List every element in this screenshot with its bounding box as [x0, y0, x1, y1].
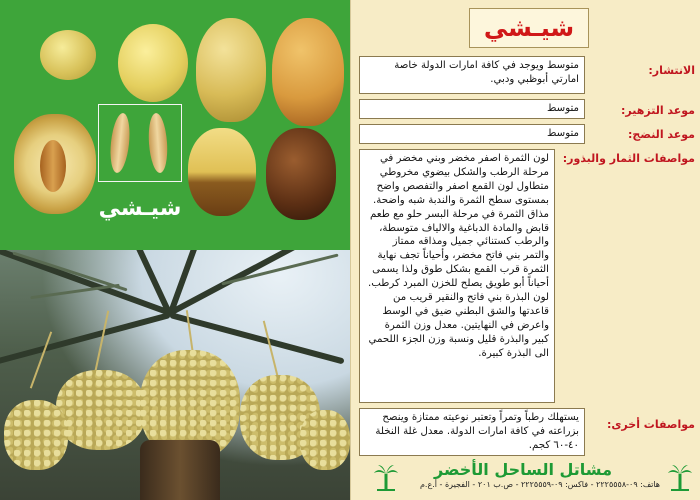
date-fruit-side — [196, 18, 266, 122]
company-name: مشاتل الساحل الأخضر — [434, 460, 612, 479]
date-fruit-ripening — [188, 128, 256, 216]
date-seed-in-fruit — [40, 140, 66, 192]
palm-tree-photo — [0, 250, 350, 500]
palm-leaf — [221, 254, 338, 286]
date-strand — [263, 321, 279, 380]
fruit-photo — [0, 0, 350, 250]
date-strand — [30, 331, 52, 388]
label-distribution: الانتشار: — [648, 64, 695, 77]
date-fruit-top — [118, 24, 188, 102]
label-fruit-seed-specs: مواصفات الثمار والبذور: — [562, 152, 695, 165]
palm-trunk — [140, 440, 220, 500]
date-cluster — [4, 400, 68, 470]
variety-card — [350, 0, 700, 500]
title-box — [469, 8, 589, 48]
label-flowering-time: موعد التزهير: — [621, 104, 695, 117]
date-seed — [108, 112, 132, 174]
contact-info: هاتف: ٠٩-٢٢٢٥٥٥٨ - فاكس: ٠٩-٢٢٢٥٥٥٩ - ص.ب ٢٠١ - الفجيرة - أ.ع.م — [419, 480, 661, 489]
value-flowering-time: متوسط — [359, 99, 585, 119]
card-title: شيـشي — [483, 14, 575, 42]
variety-photo-label: شيـشي — [98, 196, 182, 221]
value-ripening-time: متوسط — [359, 124, 585, 144]
date-fruit-orange — [272, 18, 344, 126]
date-seed — [147, 112, 169, 173]
date-fruit-small — [40, 30, 96, 80]
seed-frame — [98, 104, 182, 182]
date-fruit-ripe — [266, 128, 336, 220]
palm-frond — [0, 312, 171, 364]
palm-tree-icon — [373, 464, 399, 492]
value-distribution: متوسط ويوجد في كافة امارات الدولة خاصة امارتي أبوظبي ودبي. — [359, 56, 585, 94]
label-other-specs: مواصفات أخرى: — [606, 418, 695, 431]
label-ripening-time: موعد النضج: — [628, 128, 695, 141]
date-cluster — [56, 370, 146, 450]
value-fruit-seed-specs: لون الثمرة اصفر مخضر وبني مخضر في مرحلة الرطب والشكل بيضوي مخروطي متطاول لون القمع اصفر والتفصص واضح بمستوى سطح الثمرة والندبة شبه واضحة. مذاق الثمرة في مرحلة البسر حلو مع طعم قابض والمادة الدباغية والالياف متوسطة، والرطب كستنائي جميل ومذاقه ممتاز والتمر بني فاتح مخضر، وأحياناً تجف نهاية الثمرة قرب القمع بشكل طوق ولذا يسمى أحياناً أبو طويق يصلح للخزن المبرد كرطب. لون البذرة بني فاتح والنقير قريب من قاعدتها والشق البطني ضيق في الوسط واعرض في النهايتين. معدل وزن الثمرة كبير والبذرة قليل ونسبة وزن الجزء اللحمي الى البذرة كبيرة. — [359, 149, 555, 403]
value-other-specs: يستهلك رطباً وتمراً وتعتبر نوعيته ممتازة وينصح بزراعته في كافة امارات الدولة. معدل غلة النخلة ٤٠-٦٠ كجم. — [359, 408, 585, 456]
date-cluster — [300, 410, 350, 470]
